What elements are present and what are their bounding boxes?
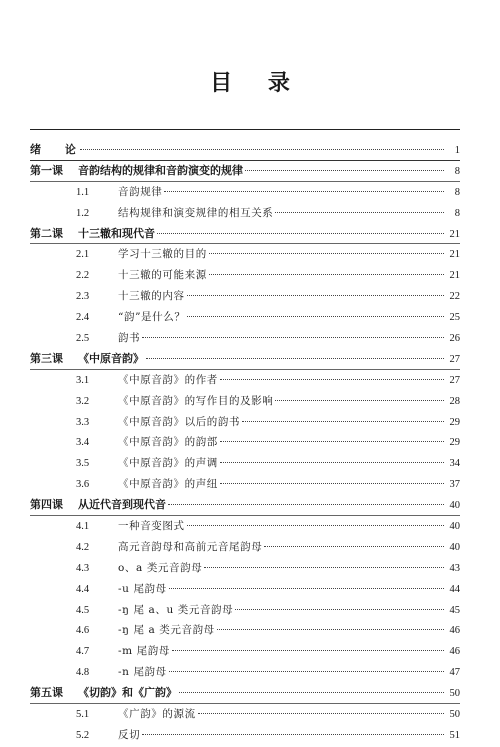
section-title: 《中原音韵》的写作目的及影响 (118, 394, 274, 407)
section-title: 《中原音韵》以后的韵书 (118, 415, 241, 428)
section-title: 《广韵》的源流 (118, 708, 196, 721)
dot-leader (220, 379, 444, 380)
section-number: 3.5 (76, 458, 90, 470)
toc-section-entry[interactable] (30, 244, 460, 265)
dot-leader (235, 609, 444, 610)
toc-section-entry[interactable] (30, 432, 460, 453)
chapter-title: 《切韵》和《广韵》 (78, 686, 177, 700)
section-title: 反切 (118, 728, 141, 741)
dot-leader (157, 233, 444, 234)
toc-section-entry[interactable] (30, 453, 460, 474)
section-title: 结构规律和演变规律的相互关系 (118, 206, 274, 219)
chapter-label: 绪 论 (30, 143, 86, 156)
toc-section-entry[interactable] (30, 620, 460, 641)
page-title: 目 录 (210, 70, 304, 96)
toc-section-entry[interactable] (30, 182, 460, 203)
section-title: 音韵规律 (118, 185, 163, 198)
page-number: 46 (449, 646, 460, 658)
toc-section-entry[interactable] (30, 370, 460, 391)
page-number: 50 (449, 688, 460, 700)
page-number: 25 (449, 312, 460, 324)
dot-leader (245, 170, 444, 171)
page-number: 47 (449, 667, 460, 679)
toc-section-entry[interactable] (30, 412, 460, 433)
section-number: 3.3 (76, 416, 90, 428)
toc-section-entry[interactable] (30, 725, 460, 746)
dot-leader (142, 337, 444, 338)
toc-section-entry[interactable] (30, 704, 460, 725)
dot-leader (209, 274, 444, 275)
toc-chapter-entry[interactable] (30, 683, 460, 704)
dot-leader (146, 358, 444, 359)
dot-leader (187, 295, 444, 296)
section-number: 3.6 (76, 479, 90, 491)
toc-section-entry[interactable] (30, 537, 460, 558)
table-of-contents (30, 140, 460, 746)
dot-leader (179, 692, 444, 693)
dot-leader (204, 567, 444, 568)
section-title: “韵”是什么？ (118, 311, 186, 324)
page-number: 8 (454, 186, 460, 198)
section-title: 学习十三辙的目的 (118, 248, 207, 261)
toc-section-entry[interactable] (30, 474, 460, 495)
section-number: 1.2 (76, 207, 90, 219)
dot-leader (169, 588, 444, 589)
section-number: 4.8 (76, 667, 90, 679)
dot-leader (217, 629, 444, 630)
dot-leader (275, 212, 444, 213)
section-title: 十三辙的内容 (118, 290, 185, 303)
page-number: 28 (449, 395, 460, 407)
toc-section-entry[interactable] (30, 307, 460, 328)
dot-leader (220, 462, 444, 463)
toc-section-entry[interactable] (30, 203, 460, 224)
dot-leader (187, 525, 444, 526)
dot-leader (198, 713, 444, 714)
page-number: 44 (449, 583, 460, 595)
dot-leader (220, 441, 444, 442)
section-title: 韵书 (118, 332, 141, 345)
section-number: 2.2 (76, 270, 90, 282)
toc-chapter-entry[interactable] (30, 161, 460, 182)
dot-leader (164, 191, 444, 192)
page-number: 51 (449, 729, 460, 741)
dot-leader (242, 421, 444, 422)
section-number: 2.1 (76, 249, 90, 261)
page-number: 27 (449, 353, 460, 365)
page-number: 8 (454, 165, 460, 177)
chapter-title: 十三辙和现代音 (78, 226, 155, 240)
toc-section-entry[interactable] (30, 328, 460, 349)
chapter-label: 第三课 (30, 351, 63, 365)
chapter-label: 第一课 (30, 163, 63, 177)
toc-section-entry[interactable] (30, 579, 460, 600)
page-number: 46 (449, 625, 460, 637)
dot-leader (169, 671, 444, 672)
page-number: 45 (449, 604, 460, 616)
section-title: -n 尾韵母 (118, 666, 167, 679)
page-number: 40 (449, 500, 460, 512)
section-title: 《中原音韵》的声纽 (118, 478, 218, 491)
toc-chapter-entry[interactable] (30, 349, 460, 370)
section-title: 十三辙的可能来源 (118, 269, 207, 282)
page-number: 43 (449, 562, 460, 574)
section-title: 《中原音韵》的声调 (118, 457, 218, 470)
section-number: 4.3 (76, 562, 90, 574)
section-title: o、a 类元音韵母 (118, 561, 203, 574)
dot-leader (187, 316, 444, 317)
section-title: -u 尾韵母 (118, 582, 167, 595)
chapter-title: 音韵结构的规律和音韵演变的规律 (78, 163, 243, 177)
section-number: 4.7 (76, 646, 90, 658)
dot-leader (264, 546, 444, 547)
toc-chapter-entry[interactable] (30, 495, 460, 516)
toc-section-entry[interactable] (30, 265, 460, 286)
dot-leader (220, 483, 444, 484)
page-number: 29 (449, 437, 460, 449)
page-number: 8 (454, 207, 460, 219)
section-number: 2.3 (76, 291, 90, 303)
dot-leader (275, 400, 444, 401)
section-number: 4.5 (76, 604, 90, 616)
page-number: 29 (449, 416, 460, 428)
toc-section-entry[interactable] (30, 641, 460, 662)
page-number: 34 (449, 458, 460, 470)
chapter-title: 从近代音到现代音 (78, 498, 166, 512)
section-number: 3.4 (76, 437, 90, 449)
dot-leader (80, 149, 444, 150)
toc-section-entry[interactable] (30, 286, 460, 307)
chapter-title: 《中原音韵》 (78, 351, 144, 365)
toc-chapter-entry[interactable] (30, 224, 460, 245)
page-number: 21 (449, 228, 460, 240)
page-number: 22 (449, 291, 460, 303)
section-number: 4.2 (76, 541, 90, 553)
toc-section-entry[interactable] (30, 558, 460, 579)
page-number: 21 (449, 249, 460, 261)
section-title: 一种音变图式 (118, 520, 185, 533)
dot-leader (172, 650, 444, 651)
section-number: 5.2 (76, 729, 90, 741)
page-number: 37 (449, 479, 460, 491)
section-number: 2.4 (76, 312, 90, 324)
page-number: 21 (449, 270, 460, 282)
toc-section-entry[interactable] (30, 391, 460, 412)
dot-leader (142, 734, 444, 735)
section-title: -ŋ 尾 a 类元音韵母 (118, 624, 215, 637)
page-number: 27 (449, 374, 460, 386)
section-number: 4.4 (76, 583, 90, 595)
toc-intro-entry[interactable] (30, 140, 460, 161)
dot-leader (209, 253, 444, 254)
section-title: 高元音韵母和高前元音尾韵母 (118, 540, 263, 553)
section-number: 2.5 (76, 333, 90, 345)
section-number: 4.1 (76, 521, 90, 533)
section-number: 4.6 (76, 625, 90, 637)
toc-section-entry[interactable] (30, 662, 460, 683)
section-title: -m 尾韵母 (118, 645, 170, 658)
toc-section-entry[interactable] (30, 600, 460, 621)
section-title: 《中原音韵》的韵部 (118, 436, 218, 449)
page-number: 50 (449, 709, 460, 721)
page-number: 40 (449, 541, 460, 553)
section-title: -ŋ 尾 a、u 类元音韵母 (118, 603, 234, 616)
page-number: 1 (454, 145, 460, 156)
section-number: 3.1 (76, 374, 90, 386)
chapter-label: 第四课 (30, 498, 63, 512)
section-number: 5.1 (76, 709, 90, 721)
page-number: 40 (449, 521, 460, 533)
top-rule (30, 129, 460, 130)
chapter-label: 第五课 (30, 686, 63, 700)
section-number: 3.2 (76, 395, 90, 407)
toc-section-entry[interactable] (30, 516, 460, 537)
chapter-label: 第二课 (30, 226, 63, 240)
section-title: 《中原音韵》的作者 (118, 373, 218, 386)
page-number: 26 (449, 333, 460, 345)
dot-leader (168, 504, 444, 505)
section-number: 1.1 (76, 186, 90, 198)
